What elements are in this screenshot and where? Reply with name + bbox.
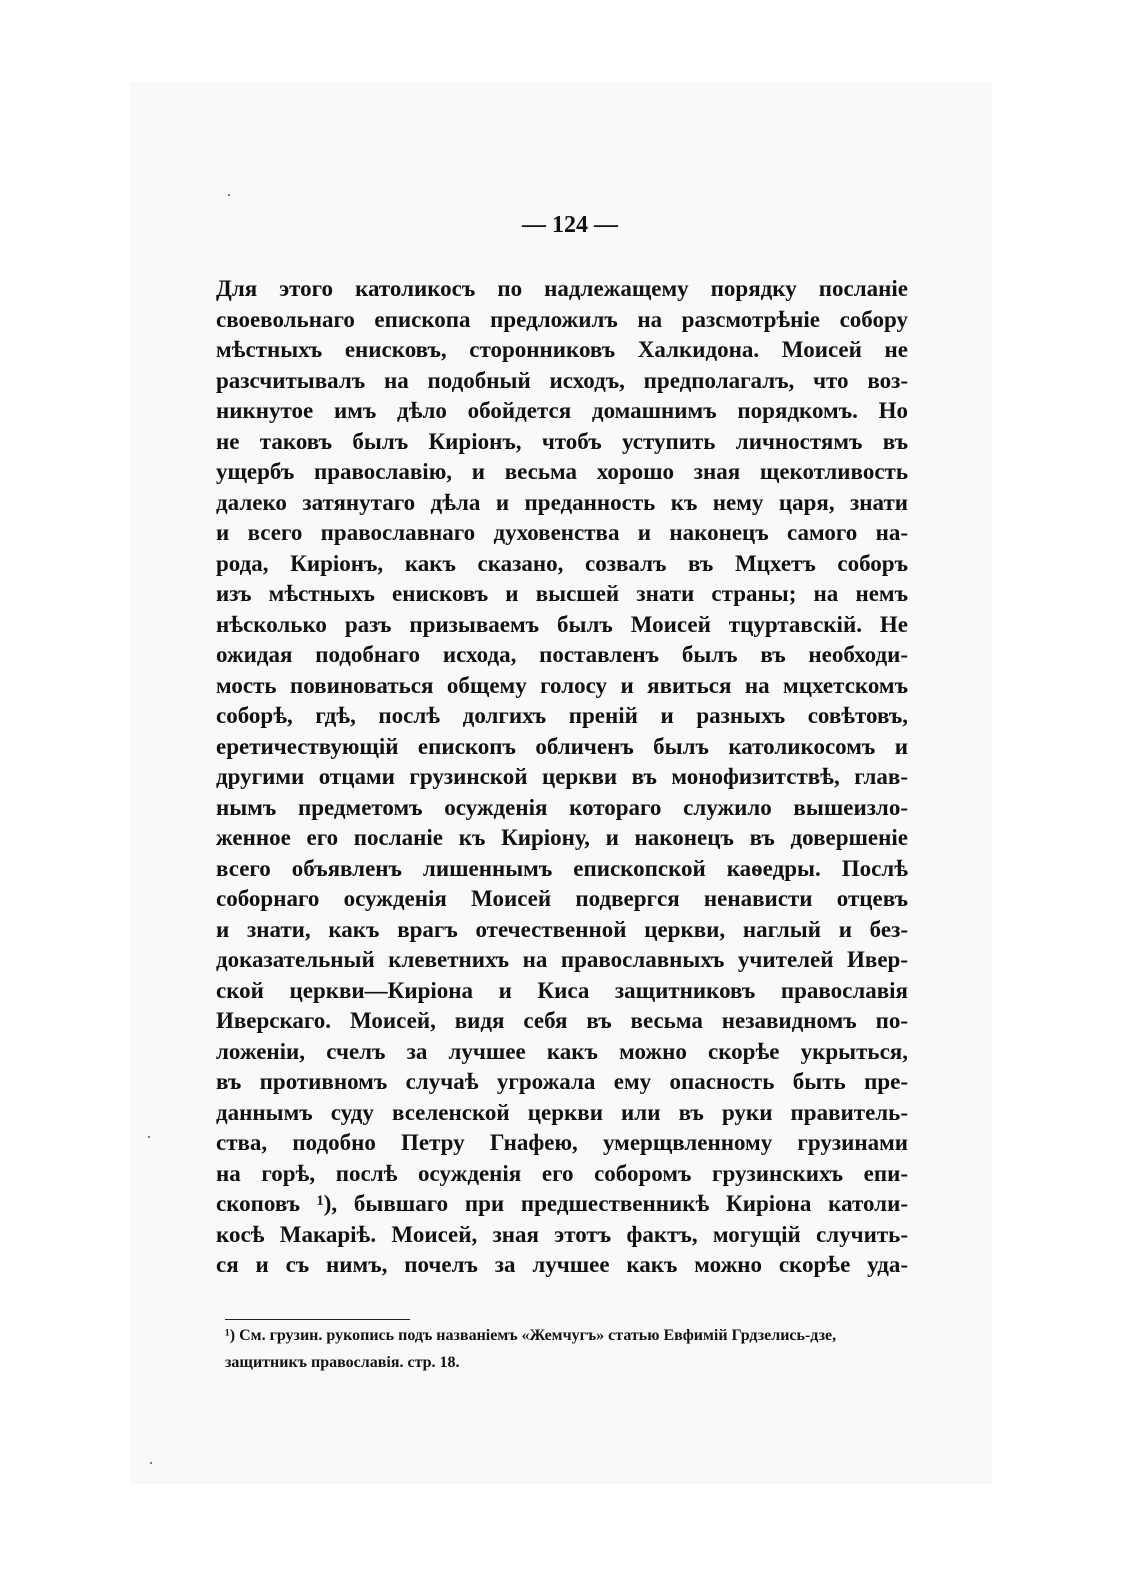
- text-line: изъ мѣстныхъ енисковъ и высшей знати страны; на немъ: [216, 581, 908, 606]
- text-line: своевольнаго епископа предложилъ на разсмотрѣніе собору: [216, 306, 908, 332]
- text-line: мѣстныхъ енисковъ, сторонниковъ Халкидона. Моисей не: [216, 337, 908, 362]
- text-line: ства, подобно Петру Гнафею, умерщвленному грузинами: [216, 1130, 908, 1155]
- text-line: другими отцами грузинской церкви въ монофизитствѣ, глав-: [216, 764, 908, 789]
- footnote: [225, 1322, 909, 1376]
- text-line: разсчитывалъ на подобный исходъ, предполагалъ, что воз-: [216, 367, 908, 393]
- text-line: Иверскаго. Моисей, видя себя въ весьма незавидномъ по-: [216, 1008, 908, 1033]
- scan-speck: [228, 194, 230, 196]
- text-line: въ противномъ случаѣ угрожала ему опасность быть пре-: [216, 1069, 908, 1094]
- text-line: соборнаго осужденія Моисей подвергся ненависти отцевъ: [216, 886, 908, 911]
- text-line: даннымъ суду вселенской церкви или въ руки правитель-: [216, 1099, 908, 1125]
- text-line: ской церкви—Киріона и Киса защитниковъ православія: [216, 977, 908, 1003]
- text-line: нымъ предметомъ осужденія котораго служило вышеизло-: [216, 794, 908, 820]
- text-line: мость повиноваться общему голосу и явиться на мцхетскомъ: [216, 672, 908, 698]
- text-line: и знати, какъ врагъ отечественной церкви, наглый и без-: [216, 916, 908, 942]
- text-line: нѣсколько разъ призываемъ былъ Моисей тцуртавскій. Не: [216, 611, 908, 637]
- text-line: доказательный клеветнихъ на православныхъ учителей Ивер-: [216, 947, 908, 972]
- text-line: никнутое имъ дѣло обойдется домашнимъ порядкомъ. Но: [216, 398, 908, 423]
- text-line: женное его посланіе къ Киріону, и наконецъ въ довершеніе: [216, 825, 908, 850]
- footnote-rule: [225, 1319, 410, 1320]
- footnote-line: ¹) См. грузин. рукопись подъ названіемъ «Жемчугъ» статью Евфимій Грдзелись-дзе,: [225, 1327, 837, 1344]
- scan-speck: [148, 1136, 150, 1138]
- text-line: ожидая подобнаго исхода, поставленъ былъ въ необходи-: [216, 642, 908, 667]
- text-line: далеко затянутаго дѣла и преданность къ нему царя, знати: [216, 489, 908, 515]
- text-line: ся и съ нимъ, почелъ за лучшее какъ можно скорѣе уда-: [216, 1252, 908, 1277]
- footnote-line: защитникъ православія. стр. 18.: [225, 1354, 460, 1371]
- text-line: и всего православнаго духовенства и наконецъ самого на-: [216, 520, 908, 545]
- text-line: Для этого католикосъ по надлежащему порядку посланіе: [216, 276, 908, 301]
- text-line: всего объявленъ лишеннымъ епископской каѳедры. Послѣ: [216, 855, 908, 881]
- text-line: ущербъ православію, и весьма хорошо зная щекотливость: [216, 459, 908, 484]
- text-line: еретичествующій епископъ обличенъ былъ католикосомъ и: [216, 733, 908, 759]
- text-line: не таковъ былъ Киріонъ, чтобъ уступить личностямъ въ: [216, 428, 908, 454]
- body-text: [216, 274, 908, 1281]
- text-line: соборѣ, гдѣ, послѣ долгихъ преній и разныхъ совѣтовъ,: [216, 703, 908, 728]
- text-line: на горѣ, послѣ осужденія его соборомъ грузинскихъ епи-: [216, 1160, 908, 1186]
- text-line: скоповъ ¹), бывшаго при предшественникѣ Киріона католи-: [216, 1191, 908, 1216]
- text-line: ложеніи, счелъ за лучшее какъ можно скорѣе укрыться,: [216, 1038, 908, 1064]
- page-number: — 124 —: [522, 212, 618, 238]
- text-line: рода, Киріонъ, какъ сказано, созвалъ въ Мцхетъ соборъ: [216, 550, 908, 576]
- scan-speck: [150, 1462, 152, 1464]
- text-line: косѣ Макаріѣ. Моисей, зная этотъ фактъ, могущій случить-: [216, 1221, 908, 1247]
